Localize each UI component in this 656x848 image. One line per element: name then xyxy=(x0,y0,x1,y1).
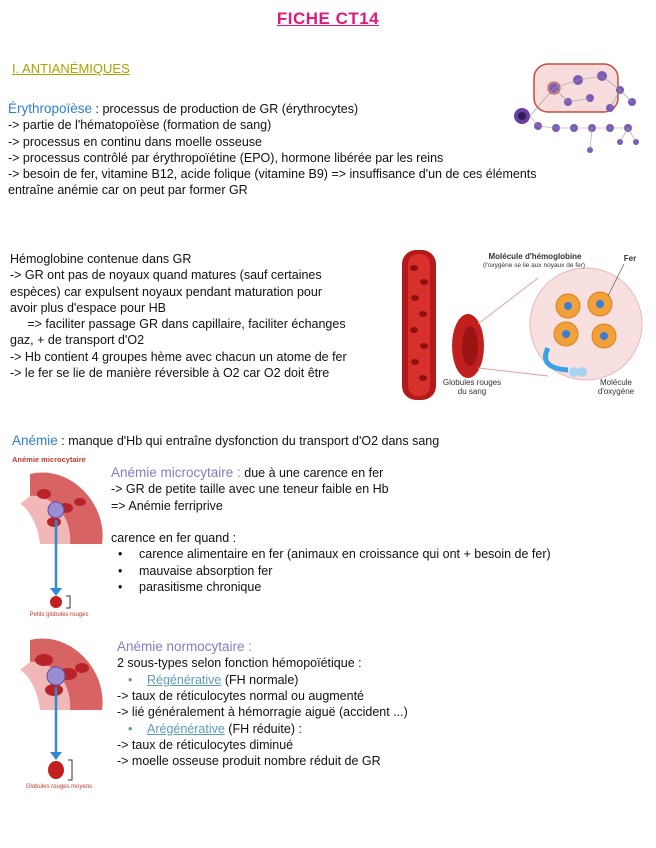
aregenerative-line: -> taux de réticulocytes diminué xyxy=(117,738,294,752)
microcytic-line: => Anémie ferriprive xyxy=(111,498,223,513)
normocytic-term: Anémie normocytaire : xyxy=(117,639,253,654)
hemoglobine-line: => faciliter passage GR dans capillaire, faciliter échanges xyxy=(10,317,346,332)
anemie-def-text: : manque d'Hb qui entraîne dysfonction du transport d'O2 dans sang xyxy=(57,434,440,448)
page-title: FICHE CT14 xyxy=(276,9,380,28)
microcytic-term: Anémie microcytaire : xyxy=(111,465,241,480)
anemie-term: Anémie xyxy=(12,433,58,448)
hemoglobine-line: avoir plus d'espace pour HB xyxy=(10,300,166,315)
microcytic-block xyxy=(111,465,551,596)
erythropoiese-definition: : processus de production de GR (érythrocytes) xyxy=(92,102,359,116)
microcytic-figure xyxy=(10,452,108,622)
carence-list xyxy=(111,546,551,596)
bullet-icon: • xyxy=(128,721,133,736)
erythropoiese-line: -> partie de l'hématopoïèse (formation de sang) xyxy=(8,118,272,133)
bullet-icon: • xyxy=(128,672,133,687)
aregenerative-line: -> moelle osseuse produit nombre réduit de GR xyxy=(117,754,381,769)
anemie-definition xyxy=(12,433,439,449)
regenerative-label: Régénérative xyxy=(147,672,222,687)
carence-intro: carence en fer quand : xyxy=(111,530,237,545)
hemoglobine-line: espèces) car expulsent noyaux pendant maturation pour xyxy=(10,284,322,299)
erythropoiese-line: entraîne anémie car on peut par former GR xyxy=(8,183,248,198)
hemoglobine-line: -> le fer se lie de manière réversible à O2 car O2 doit être xyxy=(10,366,330,381)
microcytic-def: due à une carence en fer xyxy=(240,466,384,480)
erythropoiese-line: -> processus contrôlé par érythropoïétine (EPO), hormone libérée par les reins xyxy=(8,150,444,165)
normocytic-intro: 2 sous-types selon fonction hémopoïétique : xyxy=(117,656,362,671)
hematopoiesis-diagram xyxy=(508,58,648,158)
normocytic-figure-caption: Globules rouges moyens xyxy=(25,784,93,790)
regenerative-line: -> lié généralement à hémorragie aiguë (accident ...) xyxy=(117,705,408,720)
fer-label: Fer xyxy=(623,254,637,263)
hemoglobine-line: Hémoglobine contenue dans GR xyxy=(10,252,192,266)
hemoglobin-illustration xyxy=(398,248,650,404)
normocytic-block xyxy=(117,639,408,770)
aregenerative-label: Arégénérative xyxy=(147,721,225,736)
erythropoiese-block xyxy=(8,101,537,199)
erythropoiese-line: -> processus en continu dans moelle osseuse xyxy=(8,134,262,149)
hemoglobine-block xyxy=(10,251,347,381)
molecule-label: Molécule d'hémoglobine xyxy=(488,252,582,261)
erythropoiese-term: Érythropoïèse xyxy=(8,101,93,116)
section-heading: I. ANTIANÉMIQUES xyxy=(12,61,130,76)
regenerative-line: -> taux de réticulocytes normal ou augmenté xyxy=(117,689,365,703)
list-item: • carence alimentaire en fer (animaux en croissance qui ont + besoin de fer) xyxy=(111,546,551,563)
normocytic-figure xyxy=(10,632,108,796)
aregenerative-rest: (FH réduite) : xyxy=(224,721,302,736)
hemoglobine-line: -> GR ont pas de noyaux quand matures (sauf certaines xyxy=(10,268,322,283)
list-item: • mauvaise absorption fer xyxy=(111,563,551,580)
microcytic-figure-title: Anémie microcytaire xyxy=(12,455,86,464)
molecule-sublabel: (l'oxygène se lie aux noyaux de fer) xyxy=(482,262,586,269)
list-item: • parasitisme chronique xyxy=(111,579,551,596)
oxygene-label: Molécule d'oxygène xyxy=(597,378,635,396)
erythropoiese-line: -> besoin de fer, vitamine B12, acide folique (vitamine B9) => insuffisance d'un de ces éléments xyxy=(8,167,537,182)
regenerative-row xyxy=(117,672,408,688)
hemoglobine-line: gaz, + de transport d'O2 xyxy=(10,333,145,348)
globules-label: Globules rouges du sang xyxy=(442,378,502,396)
aregenerative-row xyxy=(117,721,408,737)
hemoglobine-line: -> Hb contient 4 groupes hème avec chacun un atome de fer xyxy=(10,349,347,364)
microcytic-figure-caption: Petits globules rouges xyxy=(29,612,89,618)
regenerative-rest: (FH normale) xyxy=(221,672,299,687)
microcytic-line: -> GR de petite taille avec une teneur faible en Hb xyxy=(111,482,389,497)
